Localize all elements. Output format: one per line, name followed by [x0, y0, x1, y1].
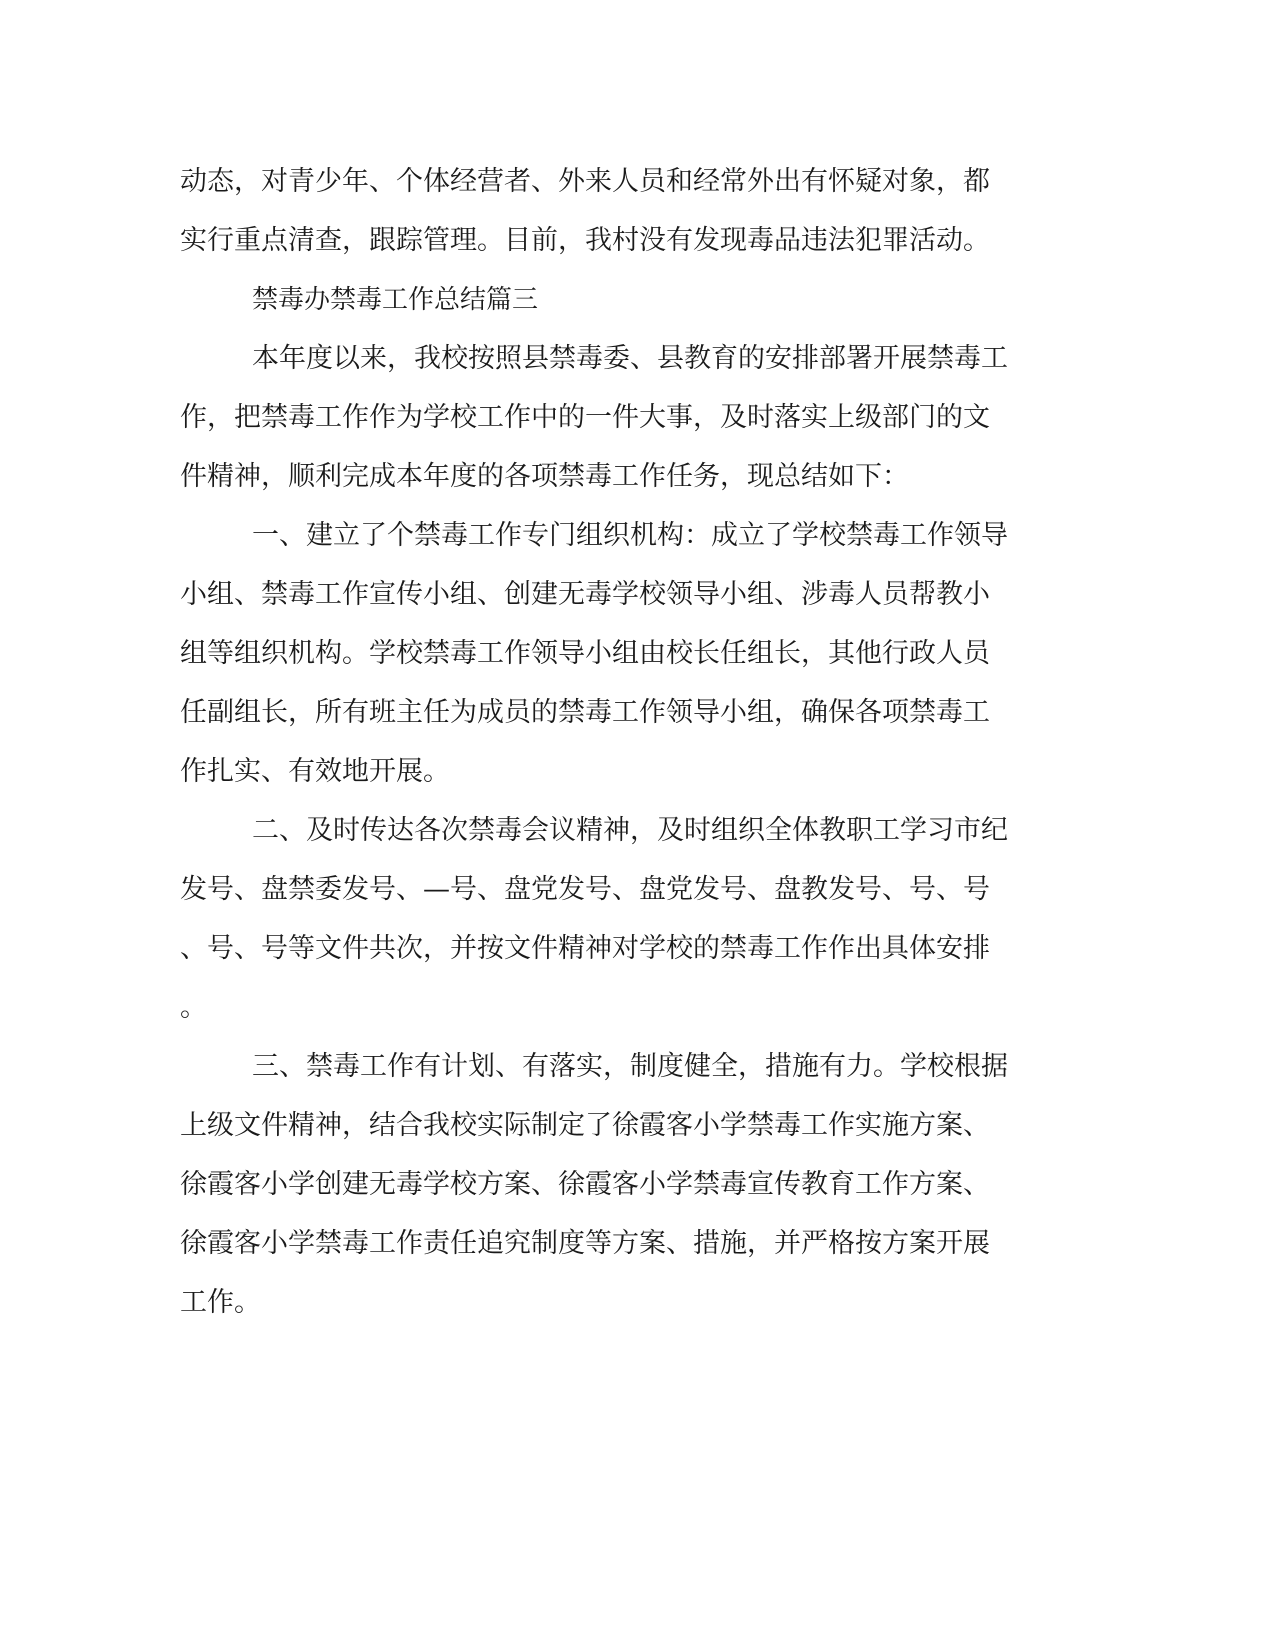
text-line-14: 、号、号等文件共次，并按文件精神对学校的禁毒工作作出具体安排 [180, 933, 990, 964]
text-line-1: 动态，对青少年、个体经营者、外来人员和经常外出有怀疑对象，都 [180, 166, 990, 197]
text-line-17: 上级文件精神，结合我校实际制定了徐霞客小学禁毒工作实施方案、 [180, 1110, 990, 1141]
text-line-9: 组等组织机构。学校禁毒工作领导小组由校长任组长，其他行政人员 [180, 638, 990, 669]
text-line-4: 本年度以来，我校按照县禁毒委、县教育的安排部署开展禁毒工 [252, 343, 1008, 374]
text-line-2: 实行重点清查，跟踪管理。目前，我村没有发现毒品违法犯罪活动。 [180, 225, 990, 256]
text-line-19: 徐霞客小学禁毒工作责任追究制度等方案、措施，并严格按方案开展 [180, 1228, 990, 1259]
text-line-12: 二、及时传达各次禁毒会议精神，及时组织全体教职工学习市纪 [252, 815, 1008, 846]
text-line-5: 作，把禁毒工作作为学校工作中的一件大事，及时落实上级部门的文 [180, 402, 990, 433]
text-line-16: 三、禁毒工作有计划、有落实，制度健全，措施有力。学校根据 [252, 1051, 1008, 1082]
text-line-20: 工作。 [180, 1287, 261, 1318]
text-line-7: 一、建立了个禁毒工作专门组织机构：成立了学校禁毒工作领导 [252, 520, 1008, 551]
text-line-6: 件精神，顺利完成本年度的各项禁毒工作任务，现总结如下： [180, 461, 909, 492]
text-line-8: 小组、禁毒工作宣传小组、创建无毒学校领导小组、涉毒人员帮教小 [180, 579, 990, 610]
text-line-10: 任副组长，所有班主任为成员的禁毒工作领导小组，确保各项禁毒工 [180, 697, 990, 728]
section-heading: 禁毒办禁毒工作总结篇三 [252, 285, 539, 315]
text-line-13: 发号、盘禁委发号、—号、盘党发号、盘党发号、盘教发号、号、号 [180, 874, 990, 905]
text-line-18: 徐霞客小学创建无毒学校方案、徐霞客小学禁毒宣传教育工作方案、 [180, 1169, 990, 1200]
text-line-15: 。 [180, 992, 207, 1023]
text-line-11: 作扎实、有效地开展。 [180, 756, 450, 787]
